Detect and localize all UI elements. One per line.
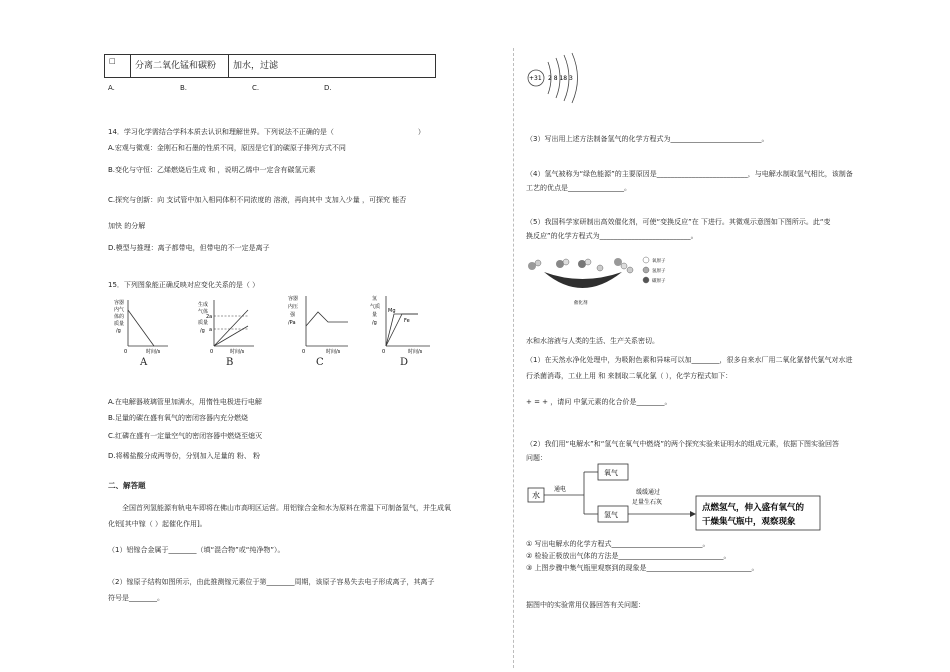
- q15-stem: 15．下列图象能正确反映对应变化关系的是（ ）: [108, 281, 260, 289]
- q4-line2: 工艺的优点是________________。: [526, 184, 631, 192]
- experiment-flow-diagram: [524, 462, 824, 532]
- graph-a-ylabel-3: 体的: [114, 314, 125, 320]
- graph-a: [110, 296, 170, 356]
- q15-option-c: C.红磷在盛有一定量空气的密闭容器中燃烧至熄灭: [108, 432, 263, 440]
- graph-a-origin: 0: [124, 349, 128, 355]
- catalyst-label: 催化剂: [574, 301, 588, 306]
- q15-option-d: D.将稀盐酸分成两等份，分别加入足量的 粉、 粉: [108, 452, 261, 460]
- q14-stem: 14．学习化学需结合学科本质去认识和理解世界。下列说法不正确的是（ ）: [108, 128, 425, 136]
- graph-c-ylabel-2: 内压: [288, 304, 299, 310]
- graph-d: [368, 292, 434, 356]
- q-part2-line1: （2）镓原子结构如图所示，由此推测镓元素位于第________周期，该原子容易失去电子形成离子，其离子: [108, 578, 435, 586]
- column-divider: [513, 48, 514, 668]
- graph-d-mg: Mg: [388, 308, 396, 314]
- q14-option-a: A.宏观与微观：金刚石和石墨的性质不同，原因是它们的碳原子排列方式不同: [108, 144, 346, 152]
- graph-c-xlabel: 时间/s: [326, 349, 341, 355]
- legend-hydrogen: 氢原子: [652, 269, 666, 274]
- q5-line1: （5）我国科学家研制出高效催化剂，可使“变换反应”在 下进行。其微观示意图如下图所示。此“变: [526, 218, 831, 226]
- graph-b: [196, 296, 256, 356]
- flow-hydrogen: 氢气: [604, 511, 618, 519]
- flow-pass-2: 足量生石灰: [632, 499, 663, 506]
- flow-result-2: 干燥集气瓶中，观察现象: [702, 517, 796, 527]
- graph-d-ylabel-1: 氢: [372, 296, 378, 302]
- graph-a-ylabel-2: 内气: [114, 307, 125, 313]
- q-intro-line2: 化铝[其中镓（ ）起催化作用]。: [108, 520, 207, 528]
- graph-c-ylabel-1: 容器: [288, 296, 299, 302]
- graph-d-label: D: [400, 357, 409, 368]
- footer-question: 据图中的实验常用仪器回答有关问题：: [526, 601, 645, 609]
- graph-c-origin: 0: [302, 349, 306, 355]
- graph-b-ylabel-3: 质量: [198, 320, 209, 326]
- graph-a-xlabel: 时间/s: [146, 349, 161, 355]
- reaction-micro-diagram: [522, 250, 672, 314]
- q-part2-line2: 符号是________。: [108, 594, 164, 602]
- q3: （3）写出用上述方法制备氢气的化学方程式为__________________________。: [526, 135, 769, 143]
- graph-a-ylabel-4: 质量: [114, 321, 125, 327]
- graph-d-xlabel: 时间/s: [408, 349, 423, 355]
- q15-option-a: A.在电解器玻璃管里加满水，用惰性电极进行电解: [108, 398, 262, 406]
- graph-c: [286, 292, 352, 356]
- flow-electric: 通电: [554, 486, 567, 493]
- flow-result-1: 点燃氢气，伸入盛有氧气的: [702, 503, 805, 513]
- graph-d-ylabel-4: /g: [372, 320, 377, 326]
- graph-b-tick-a: a: [209, 327, 213, 333]
- water-q2-line1: （2）我们用“电解水”和“氢气在氧气中燃烧”的两个探究实验来证明水的组成元素，依据下图实验回答: [526, 440, 839, 448]
- answer-table: [104, 54, 436, 78]
- table-cell-method: 加水，过滤: [233, 61, 279, 71]
- graph-b-xlabel: 时间/s: [230, 349, 245, 355]
- q14-option-c-line1: C.探究与创新：向 支试管中加入相同体积不同浓度的 溶液，再向其中 支加入少量 ，可探究 能否: [108, 196, 407, 204]
- answer-3: ③ 上图步骤中集气瓶里观察到的现象是______________________________。: [526, 564, 759, 572]
- graph-c-label: C: [316, 357, 324, 368]
- graph-c-ylabel-4: /Pa: [288, 320, 296, 326]
- water-q1-line1: （1）在天然水净化处理中，为吸附色素和异味可以加________，很多自来水厂用二氧化氯替代氯气对水进: [526, 356, 853, 364]
- atom-shells: 2 8 18 3: [548, 75, 573, 82]
- graph-b-ylabel-4: /g: [200, 328, 205, 334]
- atom-nucleus: +31: [529, 75, 542, 82]
- option-c: C.: [252, 84, 260, 92]
- q14-option-d: D.模型与推理：离子都带电，但带电的不一定是离子: [108, 244, 270, 252]
- graph-c-ylabel-3: 强: [290, 312, 296, 318]
- answer-2: ② 检验正极放出气体的方法是______________________________。: [526, 552, 731, 560]
- graph-a-label: A: [140, 357, 148, 368]
- table-cell-task: 分离二氧化锰和碳粉: [131, 55, 229, 77]
- graph-d-fe: Fe: [404, 318, 410, 324]
- water-q1-line2: 行杀菌消毒，工业上用 和 来制取二氧化氯（ ），化学方程式如下：: [526, 372, 733, 380]
- graph-b-origin: 0: [210, 349, 214, 355]
- option-b: B.: [180, 84, 188, 92]
- flow-water: 水: [532, 491, 540, 500]
- q5-line2: 换反应”的化学方程式为__________________________。: [526, 232, 698, 240]
- water-q1-line3: + = + ，请问 中氯元素的化合价是________。: [526, 398, 672, 406]
- legend-carbon: 碳原子: [652, 279, 666, 284]
- gallium-atom-diagram: [522, 52, 582, 106]
- graph-a-ylabel-5: /g: [116, 328, 121, 334]
- graph-d-origin: 0: [382, 349, 386, 355]
- table-cell-checkbox: □: [105, 55, 131, 77]
- graph-b-tick-2a: 2a: [206, 314, 213, 320]
- graph-d-ylabel-2: 气质: [370, 304, 381, 310]
- q-part1: （1）铝镓合金属于________（填“混合物”或“纯净物”）。: [108, 546, 285, 554]
- graph-b-ylabel-1: 生成: [198, 302, 209, 308]
- water-intro: 水和水溶液与人类的生活、生产关系密切。: [526, 337, 659, 345]
- q14-option-c-line2: 加快 的分解: [108, 222, 146, 230]
- q4-line1: （4）氢气被称为“绿色能源”的主要原因是__________________________，与电解水制取氢气相比，该制备: [526, 170, 853, 178]
- option-d: D.: [324, 84, 332, 92]
- graph-b-label: B: [226, 357, 234, 368]
- graph-b-ylabel-2: 气体: [198, 309, 209, 315]
- option-a: A.: [108, 84, 115, 92]
- flow-pass-1: 缓缓通过: [636, 489, 661, 496]
- flow-oxygen: 氧气: [604, 469, 618, 477]
- q-intro-line1: 全国首列氢能源有轨电车即将在佛山市高明区运营。用铝镓合金和水为原料在常温下可制备氢气，并生成氧: [122, 504, 451, 512]
- graph-a-ylabel-1: 容器: [114, 300, 125, 306]
- graph-d-ylabel-3: 量: [372, 312, 378, 318]
- answer-1: ① 写出电解水的化学方程式__________________________。: [526, 540, 710, 548]
- section-heading: 二、解答题: [108, 481, 146, 490]
- water-q2-line2: 问题：: [526, 454, 547, 462]
- q14-option-b: B.变化与守恒：乙烯燃烧后生成 和 ，说明乙烯中一定含有碳氢元素: [108, 166, 316, 174]
- q15-option-b: B.足量的碳在盛有氧气的密闭容器内充分燃烧: [108, 414, 249, 422]
- legend-oxygen: 氧原子: [652, 259, 666, 264]
